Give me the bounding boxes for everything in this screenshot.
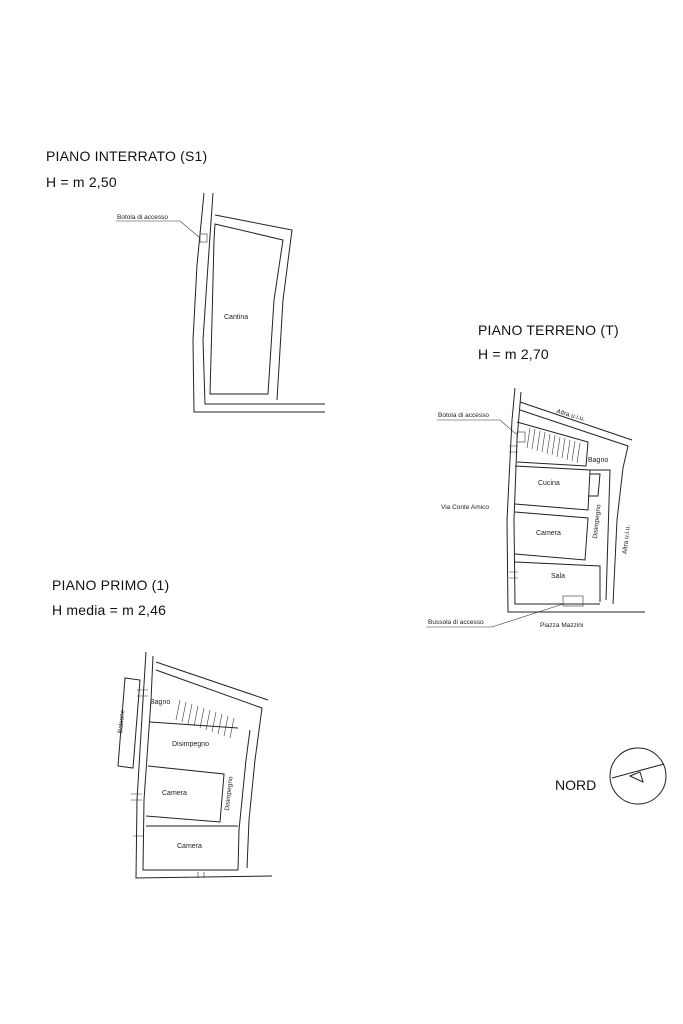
basement-plan bbox=[116, 193, 325, 412]
first-room-bedroom1: Camera bbox=[162, 790, 187, 797]
ground-room-bedroom: Camera bbox=[536, 530, 561, 537]
compass-label: NORD bbox=[555, 777, 597, 793]
first-height: H media = m 2,46 bbox=[52, 602, 167, 618]
basement-room-cantina: Cantina bbox=[224, 314, 249, 321]
first-room-bath: Bagno bbox=[150, 699, 171, 706]
basement-title: PIANO INTERRATO (S1) bbox=[46, 148, 208, 164]
first-room-hall2: Disimpegno bbox=[223, 776, 235, 811]
ground-room-bath: Bagno bbox=[588, 457, 609, 464]
north-compass bbox=[610, 748, 666, 804]
ground-room-living: Sala bbox=[551, 573, 566, 580]
ground-street-south: Piazza Mazzini bbox=[540, 622, 584, 629]
first-room-hall: Disimpegno bbox=[172, 741, 209, 748]
ground-title: PIANO TERRENO (T) bbox=[478, 322, 619, 338]
first-title: PIANO PRIMO (1) bbox=[52, 577, 170, 593]
ground-entrance-label: Bussola di accesso bbox=[428, 619, 484, 626]
ground-street-west: Via Conte Amico bbox=[441, 504, 489, 511]
ground-east-neighbour: Altra u.i.u. bbox=[621, 524, 632, 555]
ground-hatch-label: Botola di accesso bbox=[438, 412, 489, 419]
first-room-balcony: Balcone bbox=[117, 709, 127, 734]
basement-height: H = m 2,50 bbox=[46, 174, 117, 190]
ground-north-neighbour: Altra u.i.u. bbox=[555, 408, 586, 423]
ground-height: H = m 2,70 bbox=[478, 346, 549, 362]
basement-hatch-label: Botola di accesso bbox=[117, 214, 168, 221]
ground-room-hall: Disimpegno bbox=[591, 504, 603, 539]
ground-room-kitchen: Cucina bbox=[538, 480, 560, 487]
first-room-bedroom2: Camera bbox=[177, 843, 202, 850]
